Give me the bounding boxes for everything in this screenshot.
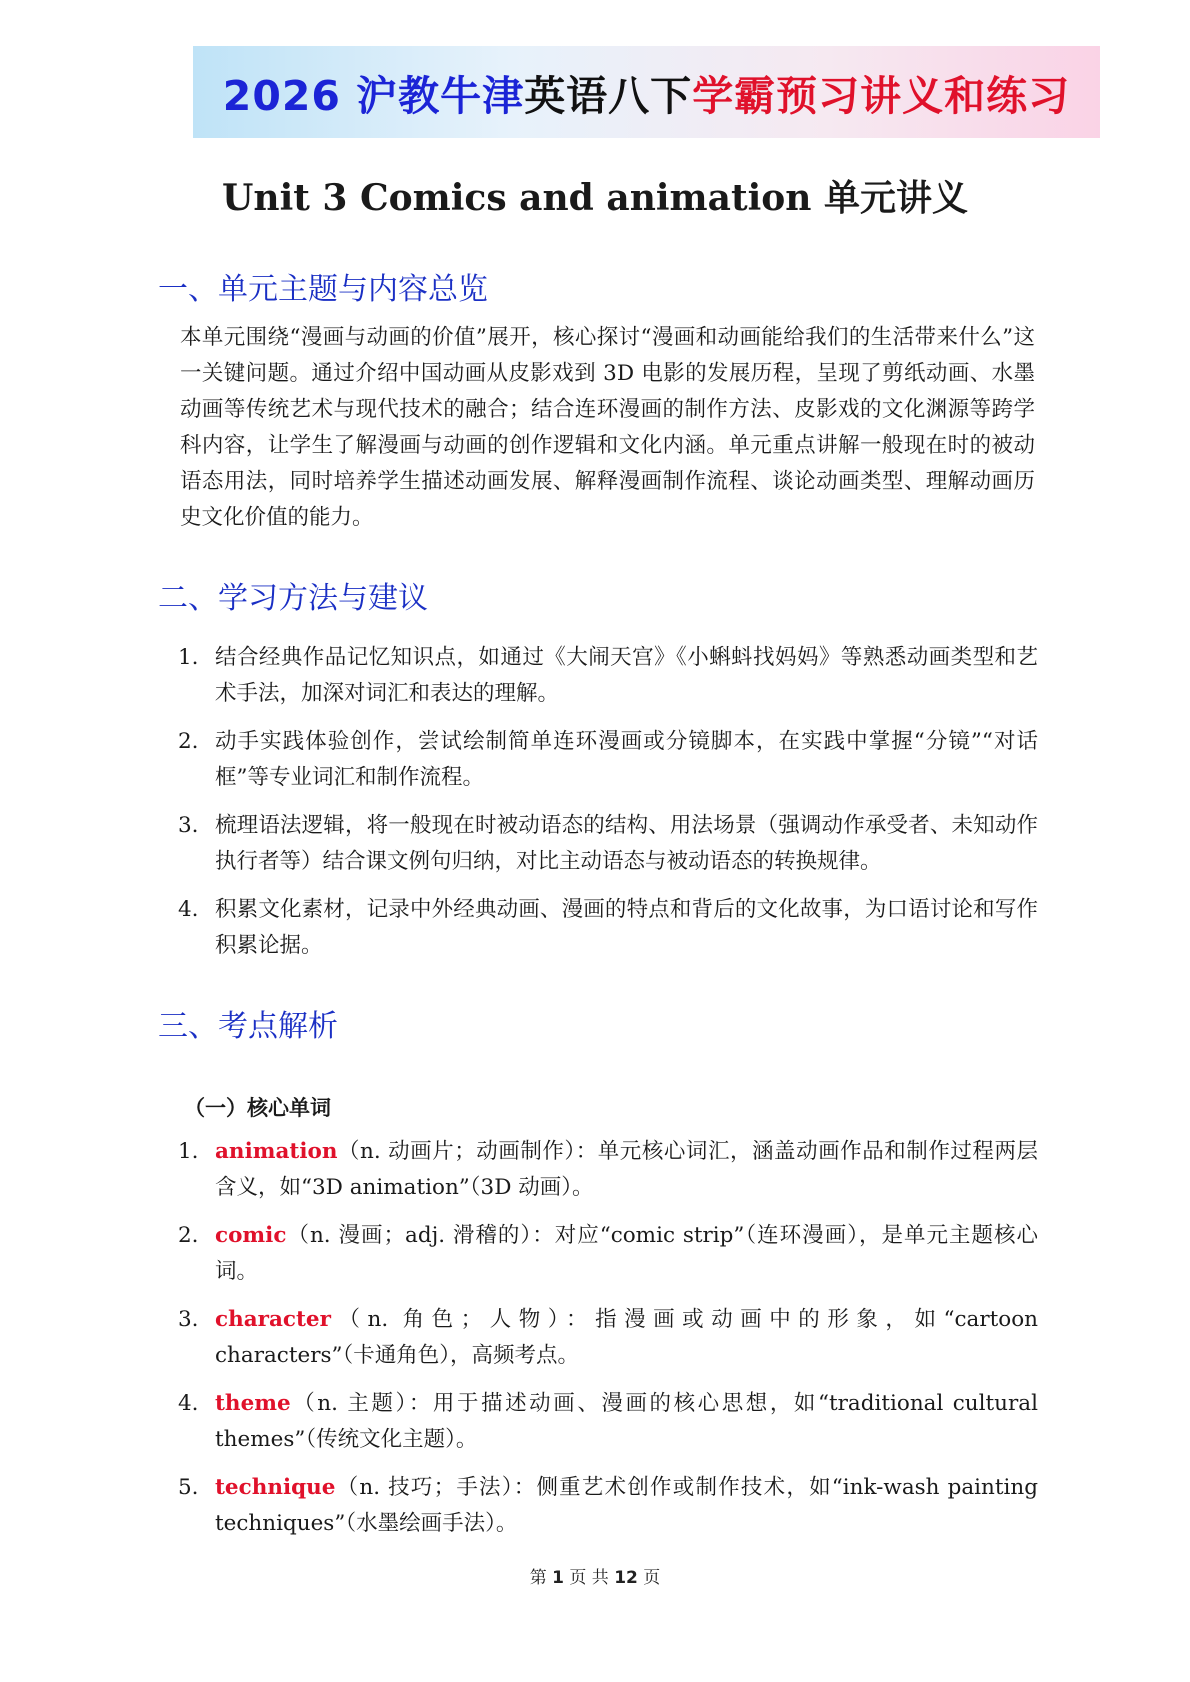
word-item-number: 3.: [178, 1307, 199, 1332]
list-item-number: 2.: [178, 729, 199, 754]
list-item: [178, 892, 1038, 964]
banner-text-red: 学霸预习讲义和练习: [692, 71, 1071, 120]
vocab-word: technique: [215, 1475, 336, 1500]
page-title: Unit 3 Comics and animation 单元讲义: [222, 177, 968, 219]
word-item-number: 5.: [178, 1475, 199, 1500]
word-item: [178, 1218, 1038, 1290]
banner-text-black: 英语八下: [524, 71, 693, 120]
vocab-definition: （n. 技巧；手法）：侧重艺术创作或制作技术，如“ink-wash painting techniques”（水墨绘画手法）。: [215, 1475, 1038, 1536]
word-item-number: 1.: [178, 1139, 199, 1164]
list-item: [178, 808, 1038, 880]
list-item-number: 4.: [178, 897, 199, 922]
header-banner: [193, 46, 1100, 138]
vocab-word: animation: [215, 1139, 338, 1164]
core-words-list: [178, 1134, 1038, 1554]
list-item-text: 梳理语法逻辑，将一般现在时被动语态的结构、用法场景（强调动作承受者、未知动作执行者等）结合课文例句归纳，对比主动语态与被动语态的转换规律。: [215, 813, 1038, 874]
list-item-text: 动手实践体验创作，尝试绘制简单连环漫画或分镜脚本，在实践中掌握“分镜”“对话框”等专业词汇和制作流程。: [215, 729, 1038, 790]
section-1-body: 本单元围绕“漫画与动画的价值”展开，核心探讨“漫画和动画能给我们的生活带来什么”这一关键问题。通过介绍中国动画从皮影戏到 3D 电影的发展历程，呈现了剪纸动画、水墨动画等传统艺术与现代技术的融合；结合连环漫画的制作方法、皮影戏的文化渊源等跨学科内容，让学生了解漫画与动画的创作逻辑和文化内涵。单元重点讲解一般现在时的被动语态用法，同时培养学生描述动画发展、解释漫画制作流程、谈论动画类型、理解动画历史文化价值的能力。: [180, 325, 1035, 530]
page-footer: [0, 1563, 1190, 1588]
section-3-heading: 三、考点解析: [158, 1009, 338, 1044]
section-2-heading: 二、学习方法与建议: [158, 581, 428, 616]
word-item: [178, 1470, 1038, 1542]
vocab-definition: （n. 角色；人物）：指漫画或动画中的形象，如“cartoon characters”（卡通角色），高频考点。: [215, 1307, 1038, 1368]
word-item: [178, 1386, 1038, 1458]
study-method-list: [178, 640, 1038, 976]
footer-prefix: 第: [529, 1568, 547, 1588]
word-item-number: 4.: [178, 1391, 199, 1416]
word-item: [178, 1134, 1038, 1206]
vocab-word: theme: [215, 1391, 291, 1416]
vocab-definition: （n. 主题）：用于描述动画、漫画的核心思想，如“traditional cultural themes”（传统文化主题）。: [215, 1391, 1038, 1452]
word-item-number: 2.: [178, 1223, 199, 1248]
list-item: [178, 640, 1038, 712]
vocab-word: character: [215, 1307, 331, 1332]
footer-suffix: 页: [643, 1568, 661, 1588]
word-item: [178, 1302, 1038, 1374]
footer-total-pages: 12: [614, 1568, 638, 1588]
banner-text-blue: 2026 沪教牛津: [222, 71, 525, 120]
list-item: [178, 724, 1038, 796]
list-item-number: 1.: [178, 645, 199, 670]
list-item-text: 积累文化素材，记录中外经典动画、漫画的特点和背后的文化故事，为口语讨论和写作积累论据。: [215, 897, 1038, 958]
vocab-word: comic: [215, 1223, 287, 1248]
list-item-number: 3.: [178, 813, 199, 838]
footer-middle: 页 共: [569, 1568, 609, 1588]
core-words-subheading: （一）核心单词: [184, 1096, 331, 1120]
footer-page-number: 1: [552, 1568, 564, 1588]
vocab-definition: （n. 漫画；adj. 滑稽的）：对应“comic strip”（连环漫画），是单元主题核心词。: [215, 1223, 1038, 1284]
vocab-definition: （n. 动画片；动画制作）：单元核心词汇，涵盖动画作品和制作过程两层含义，如“3D animation”（3D 动画）。: [215, 1139, 1038, 1200]
list-item-text: 结合经典作品记忆知识点，如通过《大闹天宫》《小蝌蚪找妈妈》等熟悉动画类型和艺术手法，加深对词汇和表达的理解。: [215, 645, 1038, 706]
section-1-heading: 一、单元主题与内容总览: [158, 272, 488, 307]
